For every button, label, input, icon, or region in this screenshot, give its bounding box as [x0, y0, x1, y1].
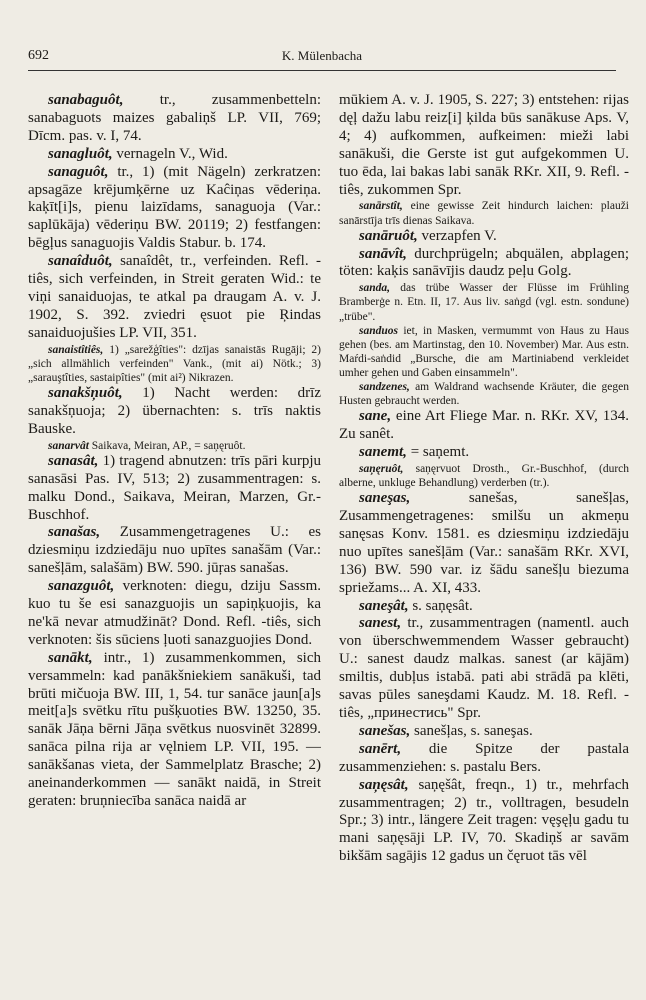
dictionary-entry — [339, 199, 629, 227]
dictionary-entry — [339, 380, 629, 408]
dictionary-entry — [339, 462, 629, 490]
entry-text: tr., 1) (mit Nägeln) zerkratzen: apsagāze krējumķērne uz Kaĉiņas vēderiņa. kaķīt[i]s, pienu laizīdams, sanaguoja (Var.: saplūkāja) vēderiņu BW. 20119; 2) festfangen: bēgļus sanaguojis Valdis Stabur. b. 174. — [28, 163, 321, 252]
dictionary-entry — [339, 615, 629, 722]
dictionary-entry — [339, 444, 629, 462]
entry-headword: sanduos — [359, 324, 398, 337]
entry-headword: saņęruôt, — [359, 462, 404, 475]
right-column — [339, 92, 629, 990]
entry-text: die Spitze der pastala zusammenziehen: s. pastalu Bers. — [339, 740, 629, 775]
entry-text: sanešļas, s. saneşas. — [414, 722, 533, 739]
entry-headword: sandzenes, — [359, 381, 410, 393]
entry-text: tr., zusammenbetteln: sanabaguots maizes gabaliņš LP. VII, 769; Dīcm. pas. v. I, 74. — [28, 92, 321, 144]
entry-headword: sanakšņuôt, — [48, 384, 123, 401]
entry-headword: saneşât, — [359, 597, 409, 614]
dictionary-entry — [339, 228, 629, 246]
entry-text: tr., zusammentragen (namentl. auch von überschwemmendem Wasser gebraucht) U.: sanest daudz malkas. sanest (ar kājām) smiltis, dubļus istabā. pati abi strādā pa klēti, savas pūles saneşdami Kaudz. M. 18. Refl. -tiês, „принестись" Spr. — [339, 615, 629, 721]
entry-headword: sanašas, — [48, 524, 101, 541]
left-column — [28, 92, 321, 990]
entry-headword: sanasât, — [48, 452, 99, 469]
entry-headword: sanākt, — [48, 649, 93, 666]
entry-text: saņęšât, freqn., 1) tr., mehrfach zusammentragen; 2) tr., volltragen, besudeln Spr.; 3) intr., längere Zeit tragen: vęşęļu gadu tu mani saņęsāji LP. IV, 70. Skadiņš ar savām bikšām sagājis 12 gadus un čęruot tās vēl — [339, 776, 629, 865]
dictionary-entry — [339, 598, 629, 616]
entry-text: 1) Nacht werden: drīz sanakšņuoja; 2) übernachten: s. trīs naktis Bauske. — [28, 384, 321, 437]
entry-headword: sanērt, — [359, 740, 402, 757]
entry-text: 1) tragend abnutzen: trīs pāri kurpju sanasāsi Pas. IV, 513; 2) zusammentragen: s. malku Dond., Saikava, Meiran, Marzen, Gr.-Buschhof. — [28, 452, 321, 523]
dictionary-entry — [339, 741, 629, 777]
entry-text: eine gewisse Zeit hindurch laichen: plauži sanārstīja trīs dienas Saikava. — [339, 200, 629, 227]
dictionary-entry — [28, 439, 321, 453]
dictionary-entry — [339, 408, 629, 444]
entry-text: iet, in Masken, vermummt von Haus zu Haus gehen (bes. am Martinstag, den 10. November) Mar. Aus estn. Maŕdi-saṅdid „Bursche, die am Martiniabend verkleidet umher gehen und Gaben einsammeln". — [339, 324, 629, 379]
entry-text: Saikava, Meiran, AP., = saņęruôt. — [91, 439, 246, 452]
entry-headword: sanabaguôt, — [48, 92, 124, 108]
entry-headword: sanāruôt, — [359, 227, 418, 244]
entry-headword: sanārstît, — [359, 200, 403, 213]
entry-headword: sanda, — [359, 282, 390, 295]
entry-headword: sanaistîtiês, — [48, 343, 104, 356]
dictionary-entry — [28, 385, 321, 439]
entry-text: s. saņęsât. — [412, 597, 473, 614]
entry-headword: sane, — [359, 408, 392, 425]
dictionary-entry — [28, 164, 321, 254]
entry-text: durchprügeln; abquälen, abplagen; töten: kaķis sanāvījis daudz peļu Golg. — [339, 245, 629, 280]
page-header — [28, 48, 616, 70]
entry-text: mūkiem A. v. J. 1905, S. 227; 3) entstehen: rijas dęļ dažu labu reiz[i] ķilda būs sanākuse Aps. V, 4; 4) aufkommen, aufkeimen: mieži labi sanākuši, die Gerste ist gut aufgekommen U. tuo ēda, lai bakas labi sanāk RKr. XII, 9. Refl. -tiês, zukommen Spr. — [339, 92, 629, 198]
entry-headword: saneşas, — [359, 490, 411, 507]
dictionary-entry — [339, 324, 629, 380]
dictionary-entry — [339, 490, 629, 597]
dictionary-entry — [28, 453, 321, 525]
entry-headword: sanazguôt, — [48, 578, 115, 595]
entry-text: eine Art Fliege Mar. n. RKr. XV, 134. Zu sanêt. — [339, 408, 629, 443]
entry-headword: sanest, — [359, 615, 402, 632]
page-number: 692 — [28, 48, 49, 63]
entry-text: saņęrvuot Drosth., Gr.-Buschhof, (durch alberne, unkluge Behandlung) verderben (tr.). — [339, 462, 629, 489]
entry-headword: saņęsât, — [359, 776, 409, 793]
entry-headword: sanaguôt, — [48, 163, 109, 180]
entry-text: sanešas, sanešļas, Zusammengetragenes: smilšu un akmeņu sanęsas Konv. 1581. es dziesmiņu izdziedāju nuo upītes sanešļām (Var.: sanašām RKr. XVI, 136) BW. 590 var. iz šādu sanešļu biezuma spriežams... A. XI, 433. — [339, 490, 629, 596]
dictionary-entry — [339, 281, 629, 323]
entry-headword: sanešas, — [359, 722, 411, 739]
entry-text: am Waldrand wachsende Kräuter, die gegen Husten gebraucht werden. — [339, 381, 629, 408]
entry-text: verzapfen V. — [421, 227, 497, 244]
dictionary-entry — [28, 578, 321, 650]
entry-text: sanaîdêt, tr., verfeinden. Refl. -tiês, sich verfeinden, in Streit geraten Wid.: te viņi sanaiduojas, te atkal pa draugam A. v. J. 1902, S. 392. zviedri ęsuot pie Ŗindas sanaiduojušies LP. VII, 351. — [28, 253, 321, 341]
dictionary-entry — [28, 650, 321, 811]
dictionary-entry — [339, 723, 629, 741]
entry-headword: sanarvât — [48, 439, 89, 452]
dictionary-entry — [339, 92, 629, 199]
running-head: K. Mülenbacha — [281, 48, 363, 63]
entry-headword: sanāvît, — [359, 245, 407, 262]
entry-text: das trübe Wasser der Flüsse im Frühling Bramberġe n. Etn. II, 17. Aus liv. saṅgd (vgl. estn. sondune) „trübe". — [339, 282, 629, 323]
entry-text: intr., 1) zusammenkommen, sich versammeln: kad panākšniekiem sanākuši, tad brūti mičuoja BW. III, 1, 54. tur sanāce jaun[a]s meit[a]s svētku rītu pušķuoties BW. 13250, 35. sanāk Jāņa bērni Jāņa svētkus nuosvinēt 32899. sanāca pilna rija ar vęlniem LP. VII, 195. — sanākšanas vieta, der Sammelplatz Brasche; 2) aneinanderkommen — sanākt naidā, in Streit geraten: bruņniecība sanāca naidā ar — [28, 649, 321, 809]
entry-headword: sanemt, — [359, 444, 407, 460]
dictionary-entry — [28, 92, 321, 146]
entry-text: Zusammengetragenes U.: es dziesmiņu izdziedāju nuo upītes sanašām (Var.: sanešļām, salašām) BW. 590. jūŗas sanašas. — [28, 524, 321, 577]
entry-text: vernageln V., Wid. — [116, 145, 228, 162]
entry-text: = saņemt. — [410, 444, 470, 460]
dictionary-entry — [28, 343, 321, 385]
dictionary-entry — [28, 253, 321, 343]
dictionary-entry — [339, 246, 629, 282]
header-rule — [28, 70, 616, 71]
entry-headword: sanagluôt, — [48, 145, 113, 162]
dictionary-entry — [28, 146, 321, 164]
dictionary-entry — [28, 524, 321, 578]
dictionary-entry — [339, 777, 629, 867]
entry-headword: sanaîduôt, — [48, 253, 113, 270]
entry-text: verknoten: diegu, dziju Sassm. kuo tu še esi sanazguojis un sapiņķuojis, ka ne'kā nevar atmudžināt? Dond. Refl. -tiês, sich verknoten: šis sūciens ļuoti sanazguojies Dond. — [28, 578, 321, 648]
entry-text: 1) „sarežģîties": dzījas sanaistās Rugāji; 2) „sich allmählich verfeinden" Vank., (mit ai) Nötk.; 3) „sarauştîties, sastaipîties" (mit ai²) Nikrazen. — [28, 343, 321, 384]
